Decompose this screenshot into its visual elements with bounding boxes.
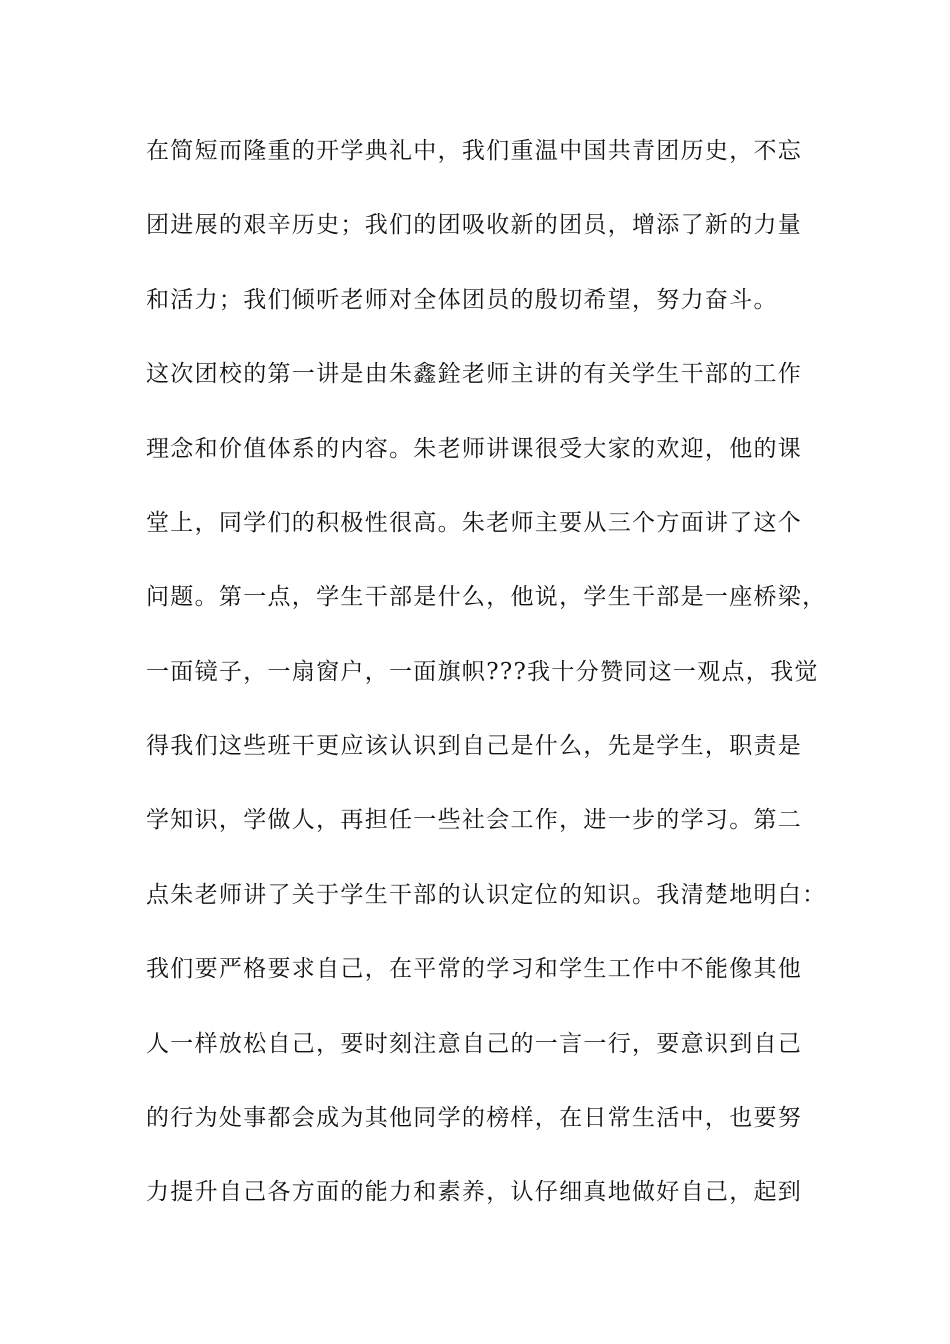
text-line-11: 点朱老师讲了关于学生干部的认识定位的知识。我清楚地明白： — [146, 881, 827, 908]
document-body — [146, 133, 826, 1211]
text-line-13: 人一样放松自己，要时刻注意自己的一言一行，要意识到自己 — [146, 1030, 803, 1057]
text-line-3: 和活力；我们倾听老师对全体团员的殷切希望，努力奋斗。 — [146, 286, 778, 313]
text-line-12: 我们要严格要求自己，在平常的学习和学生工作中不能像其他 — [146, 956, 803, 983]
text-line-10: 学知识，学做人，再担任一些社会工作，进一步的学习。第二 — [146, 807, 803, 834]
text-line-7: 问题。第一点，学生干部是什么，他说，学生干部是一座桥梁， — [146, 584, 827, 611]
text-line-2: 团进展的艰辛历史；我们的团吸收新的团员，增添了新的力量 — [146, 212, 803, 239]
text-line-15: 力提升自己各方面的能力和素养，认仔细真地做好自己，起到 — [146, 1179, 803, 1206]
text-line-6: 堂上，同学们的积极性很高。朱老师主要从三个方面讲了这个 — [146, 509, 803, 536]
text-line-1: 在简短而隆重的开学典礼中，我们重温中国共青团历史，不忘 — [146, 138, 803, 164]
text-line-4: 这次团校的第一讲是由朱鑫銓老师主讲的有关学生干部的工作 — [146, 361, 803, 388]
text-line-9: 得我们这些班干更应该认识到自己是什么，先是学生，职责是 — [146, 733, 803, 759]
text-line-14: 的行为处事都会成为其他同学的榜样，在日常生活中，也要努 — [146, 1104, 803, 1131]
text-line-5: 理念和价值体系的内容。朱老师讲课很受大家的欢迎，他的课 — [146, 435, 803, 462]
text-line-8: 一面镜子，一扇窗户，一面旗帜???我十分赞同这一观点，我觉 — [146, 658, 819, 685]
